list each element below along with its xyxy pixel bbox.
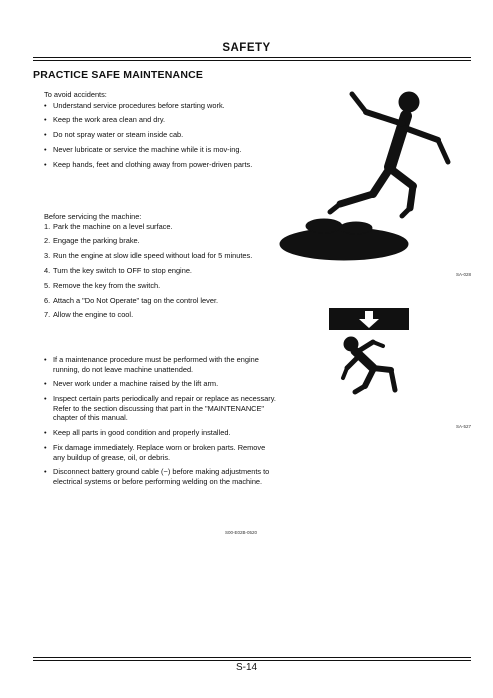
list-item: 4. Turn the key switch to OFF to stop engine. xyxy=(44,265,192,275)
list-item: • Never lubricate or service the machine while it is mov-ing. xyxy=(44,144,242,154)
section-title: PRACTICE SAFE MAINTENANCE xyxy=(33,69,204,81)
crush-hazard-illustration xyxy=(325,306,415,396)
figure2-caption: SA-527 xyxy=(456,424,472,429)
list-item: • Never work under a machine raised by the lift arm. xyxy=(44,379,219,389)
list-item: • Disconnect battery ground cable (−) before making adjustments to electrical systems or before performing welding on the machine. xyxy=(44,467,270,486)
list-item: • Keep hands, feet and clothing away from power-driven parts. xyxy=(44,159,253,169)
block1-intro: To avoid accidents: xyxy=(44,90,107,99)
block2-intro: Before servicing the machine: xyxy=(44,212,142,221)
accident-avoidance-block xyxy=(44,90,274,175)
footer-rule-thin xyxy=(33,660,471,661)
list-item: 2. Engage the parking brake. xyxy=(44,236,140,246)
accident-list xyxy=(44,101,274,170)
list-item: 7. Allow the engine to cool. xyxy=(44,310,134,320)
list-item: • Fix damage immediately. Replace worn or broken parts. Remove any buildup of grease, oil, or debris. xyxy=(44,442,266,462)
list-item: 1. Park the machine on a level surface. xyxy=(44,221,173,231)
before-servicing-block xyxy=(44,212,274,325)
list-item: • Keep all parts in good condition and properly installed. xyxy=(44,428,231,438)
header-rule-thin xyxy=(33,60,471,61)
page-header-title: SAFETY xyxy=(222,42,271,54)
list-item: • If a maintenance procedure must be performed with the engine running, do not leave machine unattended. xyxy=(44,355,259,374)
oil-puddle xyxy=(280,228,408,260)
footer-rule xyxy=(33,657,471,658)
slip-hazard-illustration xyxy=(278,82,458,272)
list-item: 3. Run the engine at slow idle speed without load for 5 minutes. xyxy=(44,251,253,261)
servicing-steps xyxy=(44,222,274,320)
list-item: • Understand service procedures before starting work. xyxy=(44,100,225,110)
list-item: 6. Attach a "Do Not Operate" tag on the control lever. xyxy=(44,295,219,305)
page-number: S-14 xyxy=(235,662,258,673)
figure1-caption: SA-028 xyxy=(456,272,472,277)
list-item: • Inspect certain parts periodically and repair or replace as necessary. Refer to the section discussing that part in the "MAINTENANCE" chapter of this manual. xyxy=(44,394,276,423)
list-item: • Keep the work area clean and dry. xyxy=(44,115,166,125)
list-item: 5. Remove the key from the switch. xyxy=(44,280,161,290)
person-head-icon xyxy=(399,92,419,112)
list-item: • Do not spray water or steam inside cab. xyxy=(44,130,184,140)
document-code: S00-E02B-0520 xyxy=(225,530,258,535)
header-rule xyxy=(33,57,471,58)
maintenance-rules-list xyxy=(44,355,276,486)
maintenance-rules-block xyxy=(44,355,276,492)
